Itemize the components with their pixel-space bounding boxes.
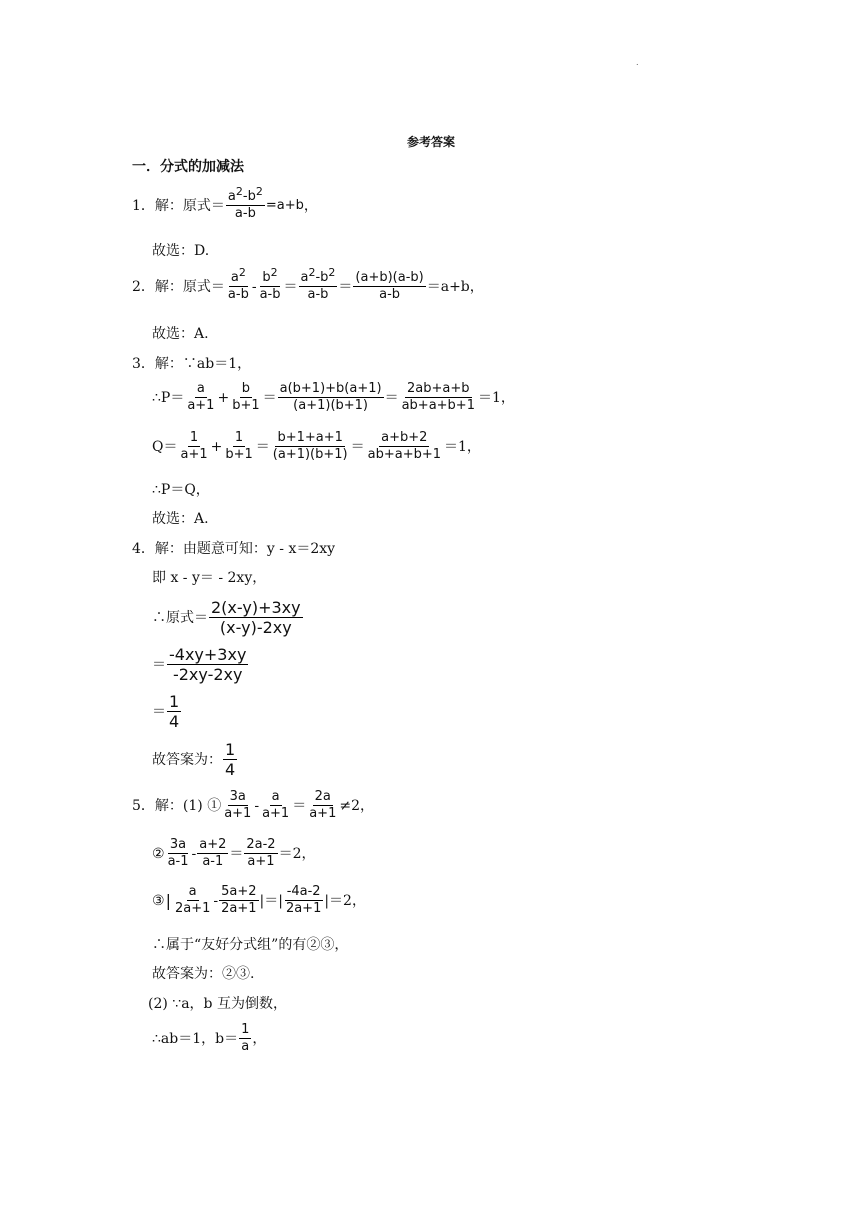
q4-line-3: ∴原式＝ $\frac{2(x-y)+3xy}{(x-y)-2xy}$ (152, 598, 301, 637)
q5-r1-fraction-2: $\frac{a}{a+1}$ (262, 789, 290, 821)
q2-fraction-3: $\frac{a^2-b^2}{a-b}$ (300, 266, 336, 302)
q3-number: 3． (132, 356, 155, 372)
q4-fraction-1: $\frac{2(x-y)+3xy}{(x-y)-2xy}$ (211, 598, 301, 637)
q3-q-fraction-1: $\frac{1}{a+1}$ (180, 430, 208, 462)
q3-p-fraction-3: $\frac{a(b+1)+b(a+1)}{(a+1)(b+1)}$ (279, 381, 382, 413)
q4-line-1: 4．解：由题意可知：y - x＝2xy (132, 541, 336, 557)
q3-p-fraction-2: $\frac{b}{b+1}$ (232, 381, 260, 413)
q4-line-2: 即 x - y＝ - 2xy， (152, 570, 267, 586)
q4-line-4: ＝ $\frac{-4xy+3xy}{-2xy-2xy}$ (152, 645, 247, 684)
q5-row-1: 5． 解：(1) ① $\frac{3a}{a+1}$ - $\frac{a}{a+1}$ ＝ $\frac{2a}{a+1}$ ≠2， (132, 789, 374, 821)
corner-mark: . (636, 58, 639, 67)
q3-q-line: Q＝ $\frac{1}{a+1}$ + $\frac{1}{b+1}$ ＝ $\frac{b+1+a+1}{(a+1)(b+1)}$ ＝ $\frac{a+b+2}{ab+a+b+1}$ ＝1， (152, 430, 481, 462)
q4-fraction-3: $\frac{1}{4}$ (169, 692, 180, 731)
q1-answer: 故选：D. (152, 243, 210, 259)
q2-fraction-4: $\frac{(a+b)(a-b)}{a-b}$ (355, 270, 424, 302)
q4-number: 4． (132, 541, 155, 557)
q5-line-4: ∴属于“友好分式组”的有②③， (152, 937, 349, 953)
q1-fraction: $\frac{a^2-b^2}{a-b}$ (227, 185, 263, 221)
q2-lead: 解：原式＝ (154, 278, 225, 295)
page-title: 参考答案 (407, 135, 456, 149)
q5-number: 5． (132, 797, 155, 814)
q3-q-fraction-3: $\frac{b+1+a+1}{(a+1)(b+1)}$ (272, 430, 348, 462)
q5-r1-fraction-1: $\frac{3a}{a+1}$ (224, 789, 252, 821)
q4-answer: 故答案为： $\frac{1}{4}$ (152, 740, 236, 779)
q5-line-6: (2) ∵a，b 互为倒数， (148, 996, 287, 1012)
q5-r2-fraction-1: $\frac{3a}{a-1}$ (167, 837, 189, 869)
q1-result: =a+b (265, 198, 304, 213)
q3-p-fraction-1: $\frac{a}{a+1}$ (187, 381, 215, 413)
q5-r1-fraction-3: $\frac{2a}{a+1}$ (309, 789, 337, 821)
q3-line-1: 3．解：∵ab＝1， (132, 356, 252, 372)
q1-line: 1． 解：原式＝ $\frac{a^2-b^2}{a-b}$ =a+b ， (132, 185, 318, 221)
q5-l7-fraction: $\frac{1}{a}$ (241, 1022, 250, 1054)
q2-number: 2． (132, 278, 155, 295)
q3-q-fraction-2: $\frac{1}{b+1}$ (225, 430, 253, 462)
q2-fraction-2: $\frac{b^2}{a-b}$ (259, 266, 281, 302)
q5-r3-fraction-3: $\frac{-4a-2}{2a+1}$ (285, 884, 322, 916)
q5-row-2: ② $\frac{3a}{a-1}$ - $\frac{a+2}{a-1}$ ＝ $\frac{2a-2}{a+1}$ ＝2， (152, 837, 316, 869)
q4-fraction-2: $\frac{-4xy+3xy}{-2xy-2xy}$ (169, 645, 247, 684)
q5-r2-fraction-2: $\frac{a+2}{a-1}$ (199, 837, 227, 869)
q4-line-5: ＝ $\frac{1}{4}$ (152, 692, 180, 731)
q2-answer: 故选：A. (152, 326, 209, 342)
q5-line-7: ∴ab＝1，b＝ $\frac{1}{a}$ ， (152, 1022, 267, 1054)
q2-fraction-1: $\frac{a^2}{a-b}$ (227, 266, 249, 302)
q3-q-fraction-4: $\frac{a+b+2}{ab+a+b+1}$ (367, 430, 442, 462)
q2-result: ＝a+b， (426, 278, 484, 295)
q3-p-line: ∴P＝ $\frac{a}{a+1}$ + $\frac{b}{b+1}$ ＝ $\frac{a(b+1)+b(a+1)}{(a+1)(b+1)}$ ＝ $\frac{2ab+a+b}{ab+a+b+1}$ ＝1， (152, 381, 515, 413)
section-heading: 一．分式的加减法 (132, 159, 244, 175)
q3-answer: 故选：A. (152, 511, 209, 527)
q1-number: 1． (132, 197, 155, 214)
q5-line-5: 故答案为：②③. (152, 966, 255, 982)
q4-answer-fraction: $\frac{1}{4}$ (225, 740, 236, 779)
q5-r3-fraction-2: $\frac{5a+2}{2a+1}$ (221, 884, 257, 916)
q5-r2-fraction-3: $\frac{2a-2}{a+1}$ (246, 837, 276, 869)
q3-conclusion: ∴P＝Q， (152, 482, 210, 498)
q3-p-fraction-4: $\frac{2ab+a+b}{ab+a+b+1}$ (401, 381, 475, 413)
q1-lead: 解：原式＝ (154, 197, 225, 214)
q5-row-3: ③ | $\frac{a}{2a+1}$ - $\frac{5a+2}{2a+1}$ |＝| $\frac{-4a-2}{2a+1}$ |＝2， (152, 884, 366, 916)
q2-line: 2． 解：原式＝ $\frac{a^2}{a-b}$ - $\frac{b^2}{a-b}$ ＝ $\frac{a^2-b^2}{a-b}$ ＝ $\frac{(a+b)(a-b)}{a-b}$ ＝a+b， (132, 266, 484, 302)
q5-r3-fraction-1: $\frac{a}{2a+1}$ (174, 884, 211, 916)
